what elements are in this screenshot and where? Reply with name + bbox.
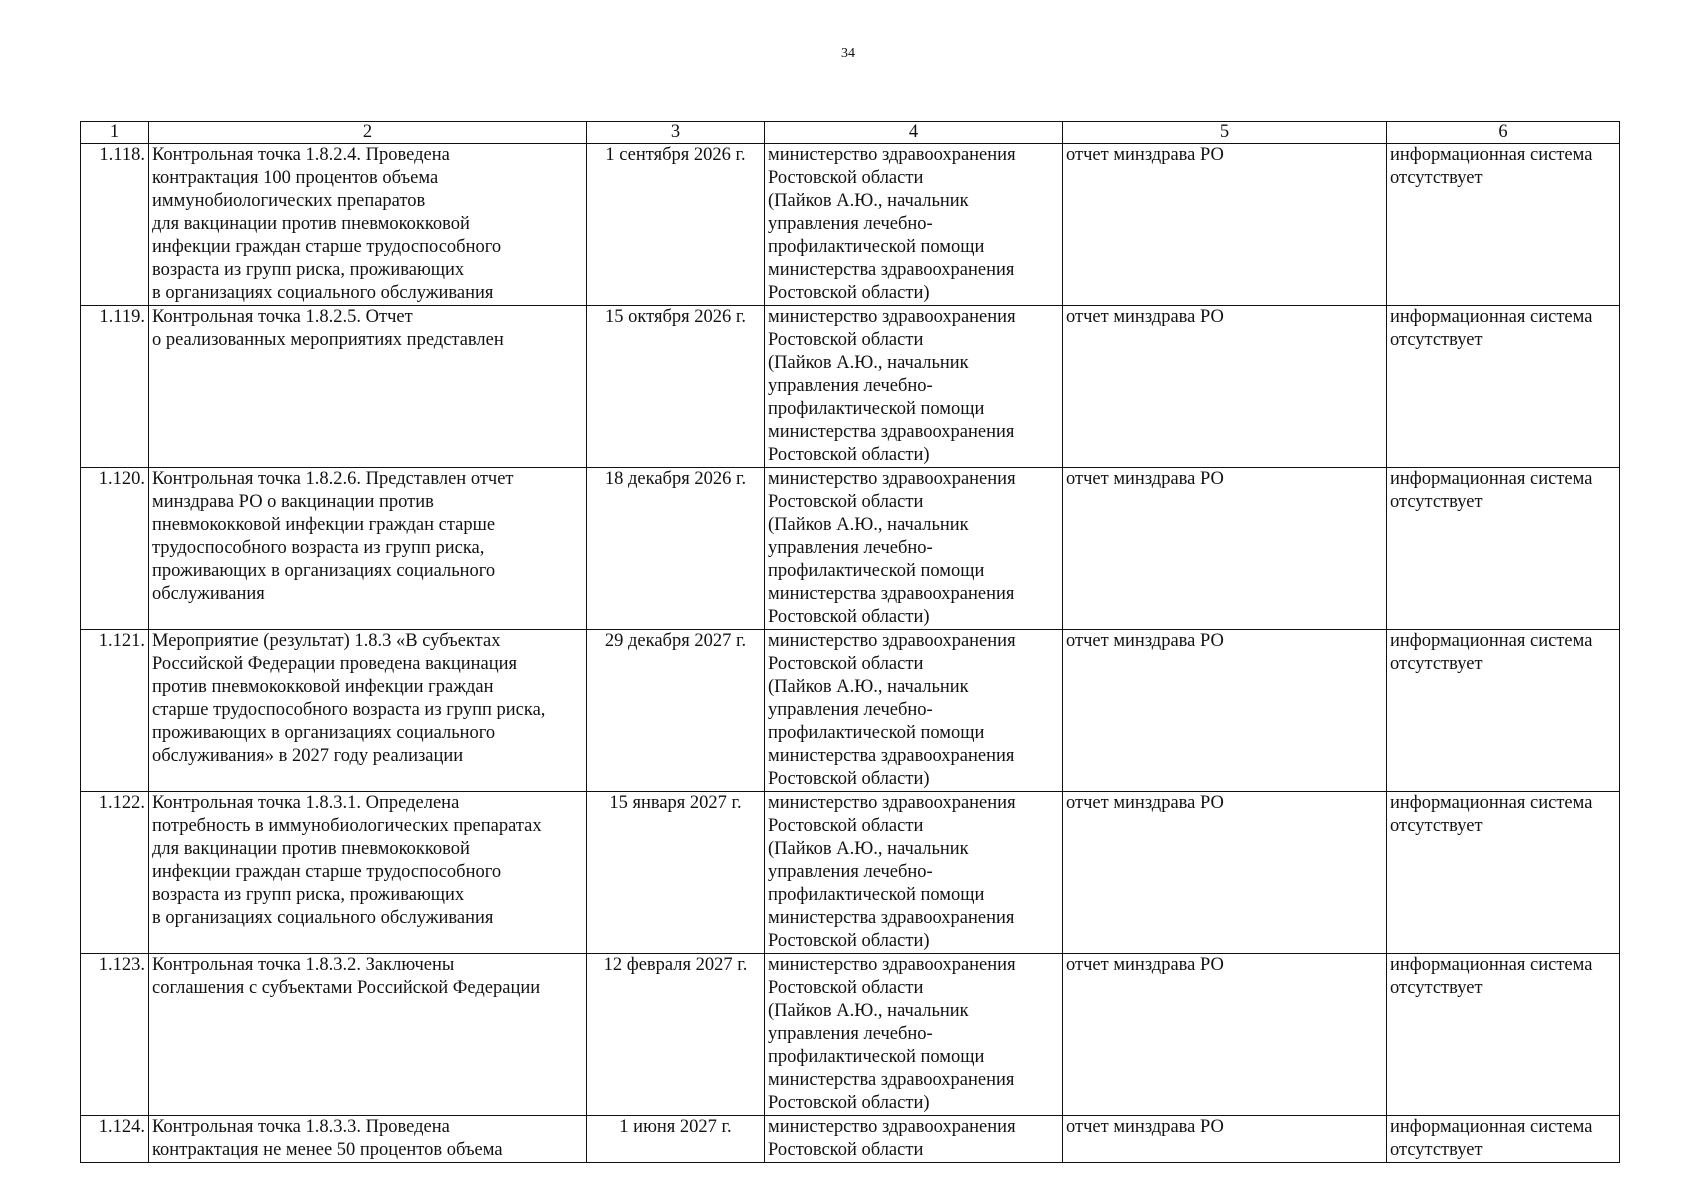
row-info-system: информационная система отсутствует bbox=[1387, 306, 1620, 468]
table-row bbox=[81, 306, 1620, 468]
row-description: Мероприятие (результат) 1.8.3 «В субъектах Российской Федерации проведена вакцинация против пневмококковой инфекции граждан старше трудоспособного возраста из групп риска, проживающих в организациях социального обслуживания» в 2027 году реализации bbox=[149, 630, 587, 792]
table-row bbox=[81, 792, 1620, 954]
row-document: отчет минздрава РО bbox=[1063, 144, 1387, 306]
row-deadline: 15 октября 2026 г. bbox=[587, 306, 765, 468]
row-number: 1.120. bbox=[81, 468, 149, 630]
row-deadline: 15 января 2027 г. bbox=[587, 792, 765, 954]
row-responsible: министерство здравоохранения Ростовской области bbox=[765, 1116, 1063, 1163]
row-number: 1.124. bbox=[81, 1116, 149, 1163]
table-row bbox=[81, 468, 1620, 630]
row-responsible: министерство здравоохранения Ростовской области (Пайков А.Ю., начальник управления лечебно- профилактической помощи министерства здравоохранения Ростовской области) bbox=[765, 144, 1063, 306]
row-document: отчет минздрава РО bbox=[1063, 306, 1387, 468]
column-header: 3 bbox=[587, 122, 765, 144]
row-document: отчет минздрава РО bbox=[1063, 468, 1387, 630]
row-responsible: министерство здравоохранения Ростовской области (Пайков А.Ю., начальник управления лечебно- профилактической помощи министерства здравоохранения Ростовской области) bbox=[765, 468, 1063, 630]
row-number: 1.121. bbox=[81, 630, 149, 792]
column-header: 6 bbox=[1387, 122, 1620, 144]
row-deadline: 29 декабря 2027 г. bbox=[587, 630, 765, 792]
column-header: 5 bbox=[1063, 122, 1387, 144]
row-info-system: информационная система отсутствует bbox=[1387, 144, 1620, 306]
table-row bbox=[81, 630, 1620, 792]
row-number: 1.118. bbox=[81, 144, 149, 306]
row-number: 1.123. bbox=[81, 954, 149, 1116]
row-deadline: 1 июня 2027 г. bbox=[587, 1116, 765, 1163]
row-responsible: министерство здравоохранения Ростовской области (Пайков А.Ю., начальник управления лечебно- профилактической помощи министерства здравоохранения Ростовской области) bbox=[765, 630, 1063, 792]
row-info-system: информационная система отсутствует bbox=[1387, 1116, 1620, 1163]
row-info-system: информационная система отсутствует bbox=[1387, 954, 1620, 1116]
table-row bbox=[81, 1116, 1620, 1163]
table-row bbox=[81, 144, 1620, 306]
row-responsible: министерство здравоохранения Ростовской области (Пайков А.Ю., начальник управления лечебно- профилактической помощи министерства здравоохранения Ростовской области) bbox=[765, 792, 1063, 954]
row-number: 1.119. bbox=[81, 306, 149, 468]
row-deadline: 12 февраля 2027 г. bbox=[587, 954, 765, 1116]
row-description: Контрольная точка 1.8.2.5. Отчет о реализованных мероприятиях представлен bbox=[149, 306, 587, 468]
row-info-system: информационная система отсутствует bbox=[1387, 792, 1620, 954]
row-info-system: информационная система отсутствует bbox=[1387, 468, 1620, 630]
row-description: Контрольная точка 1.8.3.1. Определена потребность в иммунобиологических препаратах для вакцинации против пневмококковой инфекции граждан старше трудоспособного возраста из групп риска, проживающих в организациях социального обслуживания bbox=[149, 792, 587, 954]
row-responsible: министерство здравоохранения Ростовской области (Пайков А.Ю., начальник управления лечебно- профилактической помощи министерства здравоохранения Ростовской области) bbox=[765, 954, 1063, 1116]
table-header-row bbox=[81, 122, 1620, 144]
row-description: Контрольная точка 1.8.3.2. Заключены соглашения с субъектами Российской Федерации bbox=[149, 954, 587, 1116]
row-document: отчет минздрава РО bbox=[1063, 1116, 1387, 1163]
row-description: Контрольная точка 1.8.3.3. Проведена контрактация не менее 50 процентов объема bbox=[149, 1116, 587, 1163]
row-number: 1.122. bbox=[81, 792, 149, 954]
row-document: отчет минздрава РО bbox=[1063, 954, 1387, 1116]
column-header: 4 bbox=[765, 122, 1063, 144]
page-number: 34 bbox=[841, 46, 855, 61]
row-deadline: 1 сентября 2026 г. bbox=[587, 144, 765, 306]
row-document: отчет минздрава РО bbox=[1063, 792, 1387, 954]
control-points-table bbox=[80, 121, 1620, 1163]
row-document: отчет минздрава РО bbox=[1063, 630, 1387, 792]
column-header: 2 bbox=[149, 122, 587, 144]
row-description: Контрольная точка 1.8.2.6. Представлен отчет минздрава РО о вакцинации против пневмококковой инфекции граждан старше трудоспособного возраста из групп риска, проживающих в организациях социального обслуживания bbox=[149, 468, 587, 630]
column-header: 1 bbox=[81, 122, 149, 144]
row-description: Контрольная точка 1.8.2.4. Проведена контрактация 100 процентов объема иммунобиологических препаратов для вакцинации против пневмококковой инфекции граждан старше трудоспособного возраста из групп риска, проживающих в организациях социального обслуживания bbox=[149, 144, 587, 306]
table-row bbox=[81, 954, 1620, 1116]
row-deadline: 18 декабря 2026 г. bbox=[587, 468, 765, 630]
row-responsible: министерство здравоохранения Ростовской области (Пайков А.Ю., начальник управления лечебно- профилактической помощи министерства здравоохранения Ростовской области) bbox=[765, 306, 1063, 468]
row-info-system: информационная система отсутствует bbox=[1387, 630, 1620, 792]
